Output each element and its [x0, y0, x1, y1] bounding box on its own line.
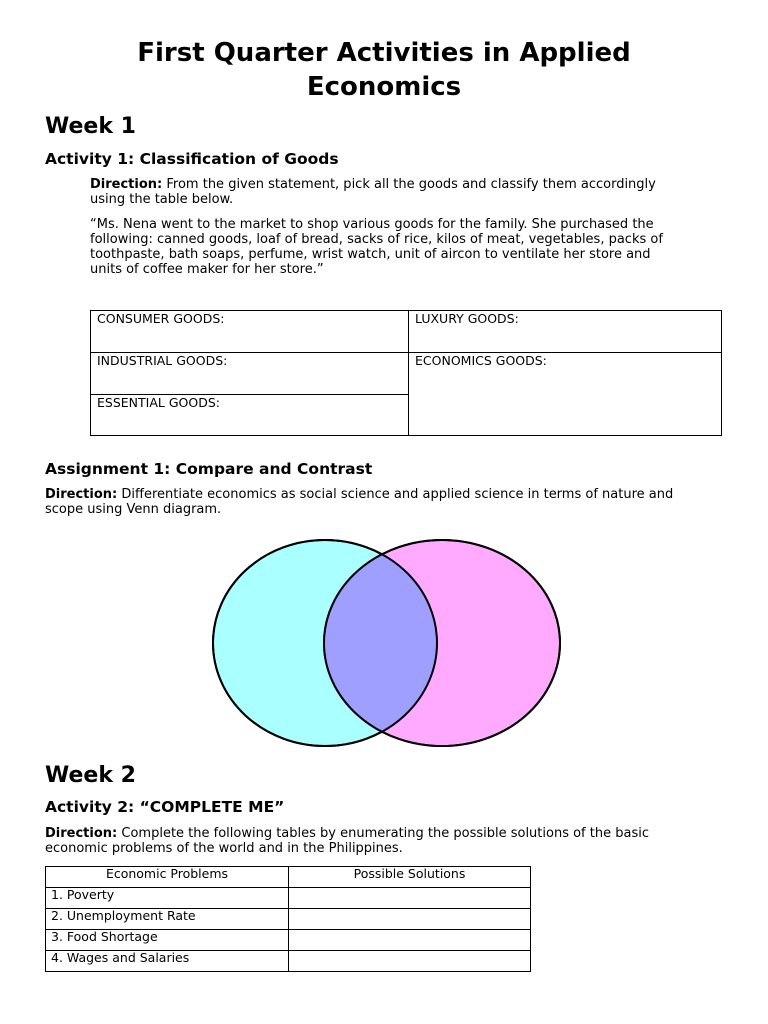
cell-label: LUXURY GOODS: — [415, 311, 519, 326]
week2-heading: Week 2 — [45, 763, 136, 788]
venn-diagram — [205, 532, 570, 754]
assignment1-direction — [45, 487, 735, 517]
problem-cell: 3. Food Shortage — [46, 930, 289, 951]
activity1-heading: Activity 1: Classification of Goods — [45, 150, 339, 168]
cell-economics-goods[interactable] — [409, 353, 721, 435]
solution-cell[interactable] — [289, 909, 531, 930]
problem-cell: 2. Unemployment Rate — [46, 909, 289, 930]
cell-label: ESSENTIAL GOODS: — [97, 395, 220, 410]
header-economic-problems: Economic Problems — [46, 867, 289, 888]
direction-label: Direction: — [45, 826, 118, 841]
direction-text-2: using the table below. — [90, 192, 234, 207]
solution-cell[interactable] — [289, 888, 531, 909]
activity1-direction — [90, 177, 730, 207]
cell-essential-goods[interactable] — [91, 395, 408, 435]
cell-luxury-goods[interactable] — [409, 311, 721, 352]
document-title-line1: First Quarter Activities in Applied — [137, 38, 631, 68]
quote-line: toothpaste, bath soaps, perfume, wrist watch, unit of aircon to ventilate her store and — [90, 247, 651, 262]
solution-cell[interactable] — [289, 951, 531, 972]
activity1-quote — [90, 217, 730, 277]
problem-cell: 1. Poverty — [46, 888, 289, 909]
table-row — [46, 909, 531, 930]
assignment1-heading: Assignment 1: Compare and Contrast — [45, 460, 373, 478]
cell-label: CONSUMER GOODS: — [97, 311, 225, 326]
direction-text-1: Differentiate economics as social science and applied science in terms of nature and — [117, 487, 674, 502]
cell-consumer-goods[interactable] — [91, 311, 408, 352]
solution-cell[interactable] — [289, 930, 531, 951]
direction-text-1: Complete the following tables by enumerating the possible solutions of the basic — [117, 826, 649, 841]
document-title — [0, 36, 768, 104]
activity2-direction — [45, 826, 735, 856]
document-title-line2: Economics — [306, 72, 462, 102]
quote-line: “Ms. Nena went to the market to shop various goods for the family. She purchased the — [90, 217, 654, 232]
header-possible-solutions: Possible Solutions — [289, 867, 531, 888]
direction-label: Direction: — [90, 177, 163, 192]
cell-label: INDUSTRIAL GOODS: — [97, 353, 228, 368]
direction-label: Direction: — [45, 487, 118, 502]
direction-text-2: economic problems of the world and in the Philippines. — [45, 841, 403, 856]
economic-problems-table — [45, 866, 531, 972]
table-header-row — [46, 867, 531, 888]
direction-text-2: scope using Venn diagram. — [45, 502, 222, 517]
quote-line: following: canned goods, loaf of bread, sacks of rice, kilos of meat, vegetables, packs of — [90, 232, 663, 247]
problem-cell: 4. Wages and Salaries — [46, 951, 289, 972]
direction-text-1: From the given statement, pick all the goods and classify them accordingly — [162, 177, 656, 192]
cell-industrial-goods[interactable] — [91, 353, 408, 394]
quote-line: units of coffee maker for her store.” — [90, 262, 324, 277]
activity2-heading: Activity 2: “COMPLETE ME” — [45, 798, 285, 816]
cell-label: ECONOMICS GOODS: — [415, 353, 547, 368]
goods-classification-table — [90, 310, 722, 436]
table-row — [46, 951, 531, 972]
week1-heading: Week 1 — [45, 114, 136, 139]
table-row — [46, 888, 531, 909]
table-row — [46, 930, 531, 951]
